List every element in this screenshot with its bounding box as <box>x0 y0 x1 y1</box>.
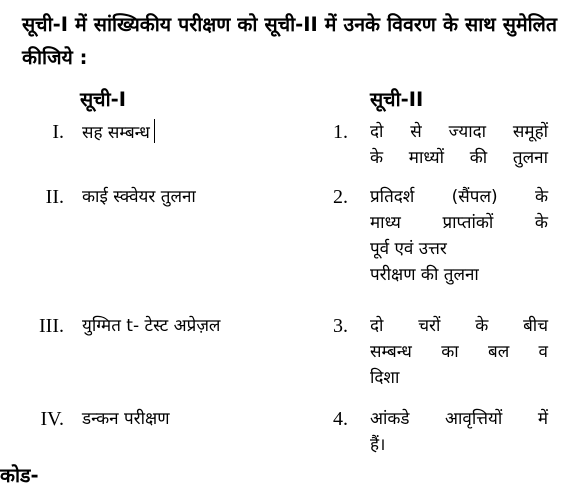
code-label: कोड- <box>0 464 39 487</box>
list-1-item-number: I. <box>52 121 64 143</box>
list-2-item-line: परीक्षण की तुलना <box>370 265 479 285</box>
list-2-item-number: 4. <box>333 408 348 430</box>
list-1-header: सूची-I <box>80 88 126 111</box>
list-2-item-text <box>370 406 548 458</box>
text-cursor <box>154 119 155 143</box>
list-1-item-label: सह सम्बन्ध <box>82 123 150 143</box>
list-2-item-line: प्रतिदर्श (सैंपल) के <box>370 187 548 207</box>
list-2-item-number: 1. <box>333 121 348 143</box>
list-1-item-text: काई स्क्वेयर तुलना <box>82 187 196 207</box>
list-1-item-number: IV. <box>40 408 64 430</box>
list-2-item-text <box>370 184 548 288</box>
list-2-item-line: दो चरों के बीच <box>370 316 548 336</box>
list-1-item-text <box>82 119 302 146</box>
list-2-item-text <box>370 119 548 171</box>
list-1-item-text: डन्कन परीक्षण <box>82 409 170 429</box>
list-2-item-number: 3. <box>333 315 348 337</box>
list-2-item-line: माध्य प्राप्तांकों के <box>370 213 548 233</box>
list-1-item-text: युग्मित t- टेस्ट अप्रेज़ल <box>82 316 221 336</box>
list-2-header: सूची-II <box>370 88 424 111</box>
list-2-item-line: दो से ज्यादा समूहों <box>370 122 548 142</box>
list-1-item-number: III. <box>39 315 64 337</box>
list-2-item-line: सम्बन्ध का बल व <box>370 342 548 362</box>
list-2-item-line: आंकडे आवृत्तियों में <box>370 409 548 429</box>
list-2-item-line: पूर्व एवं उत्तर <box>370 239 447 259</box>
list-2-item-text <box>370 313 548 391</box>
question-text: सूची-I में सांख्यिकीय परीक्षण को सूची-II में उनके विवरण के साथ सुमेलित कीजिये : <box>22 13 557 69</box>
list-2-item-line: के माध्यों की तुलना <box>370 148 548 168</box>
list-2-item-number: 2. <box>333 186 348 208</box>
list-1-item-number: II. <box>45 186 64 208</box>
list-2-item-line: हैं। <box>370 435 386 455</box>
list-2-item-line: दिशा <box>370 368 400 388</box>
